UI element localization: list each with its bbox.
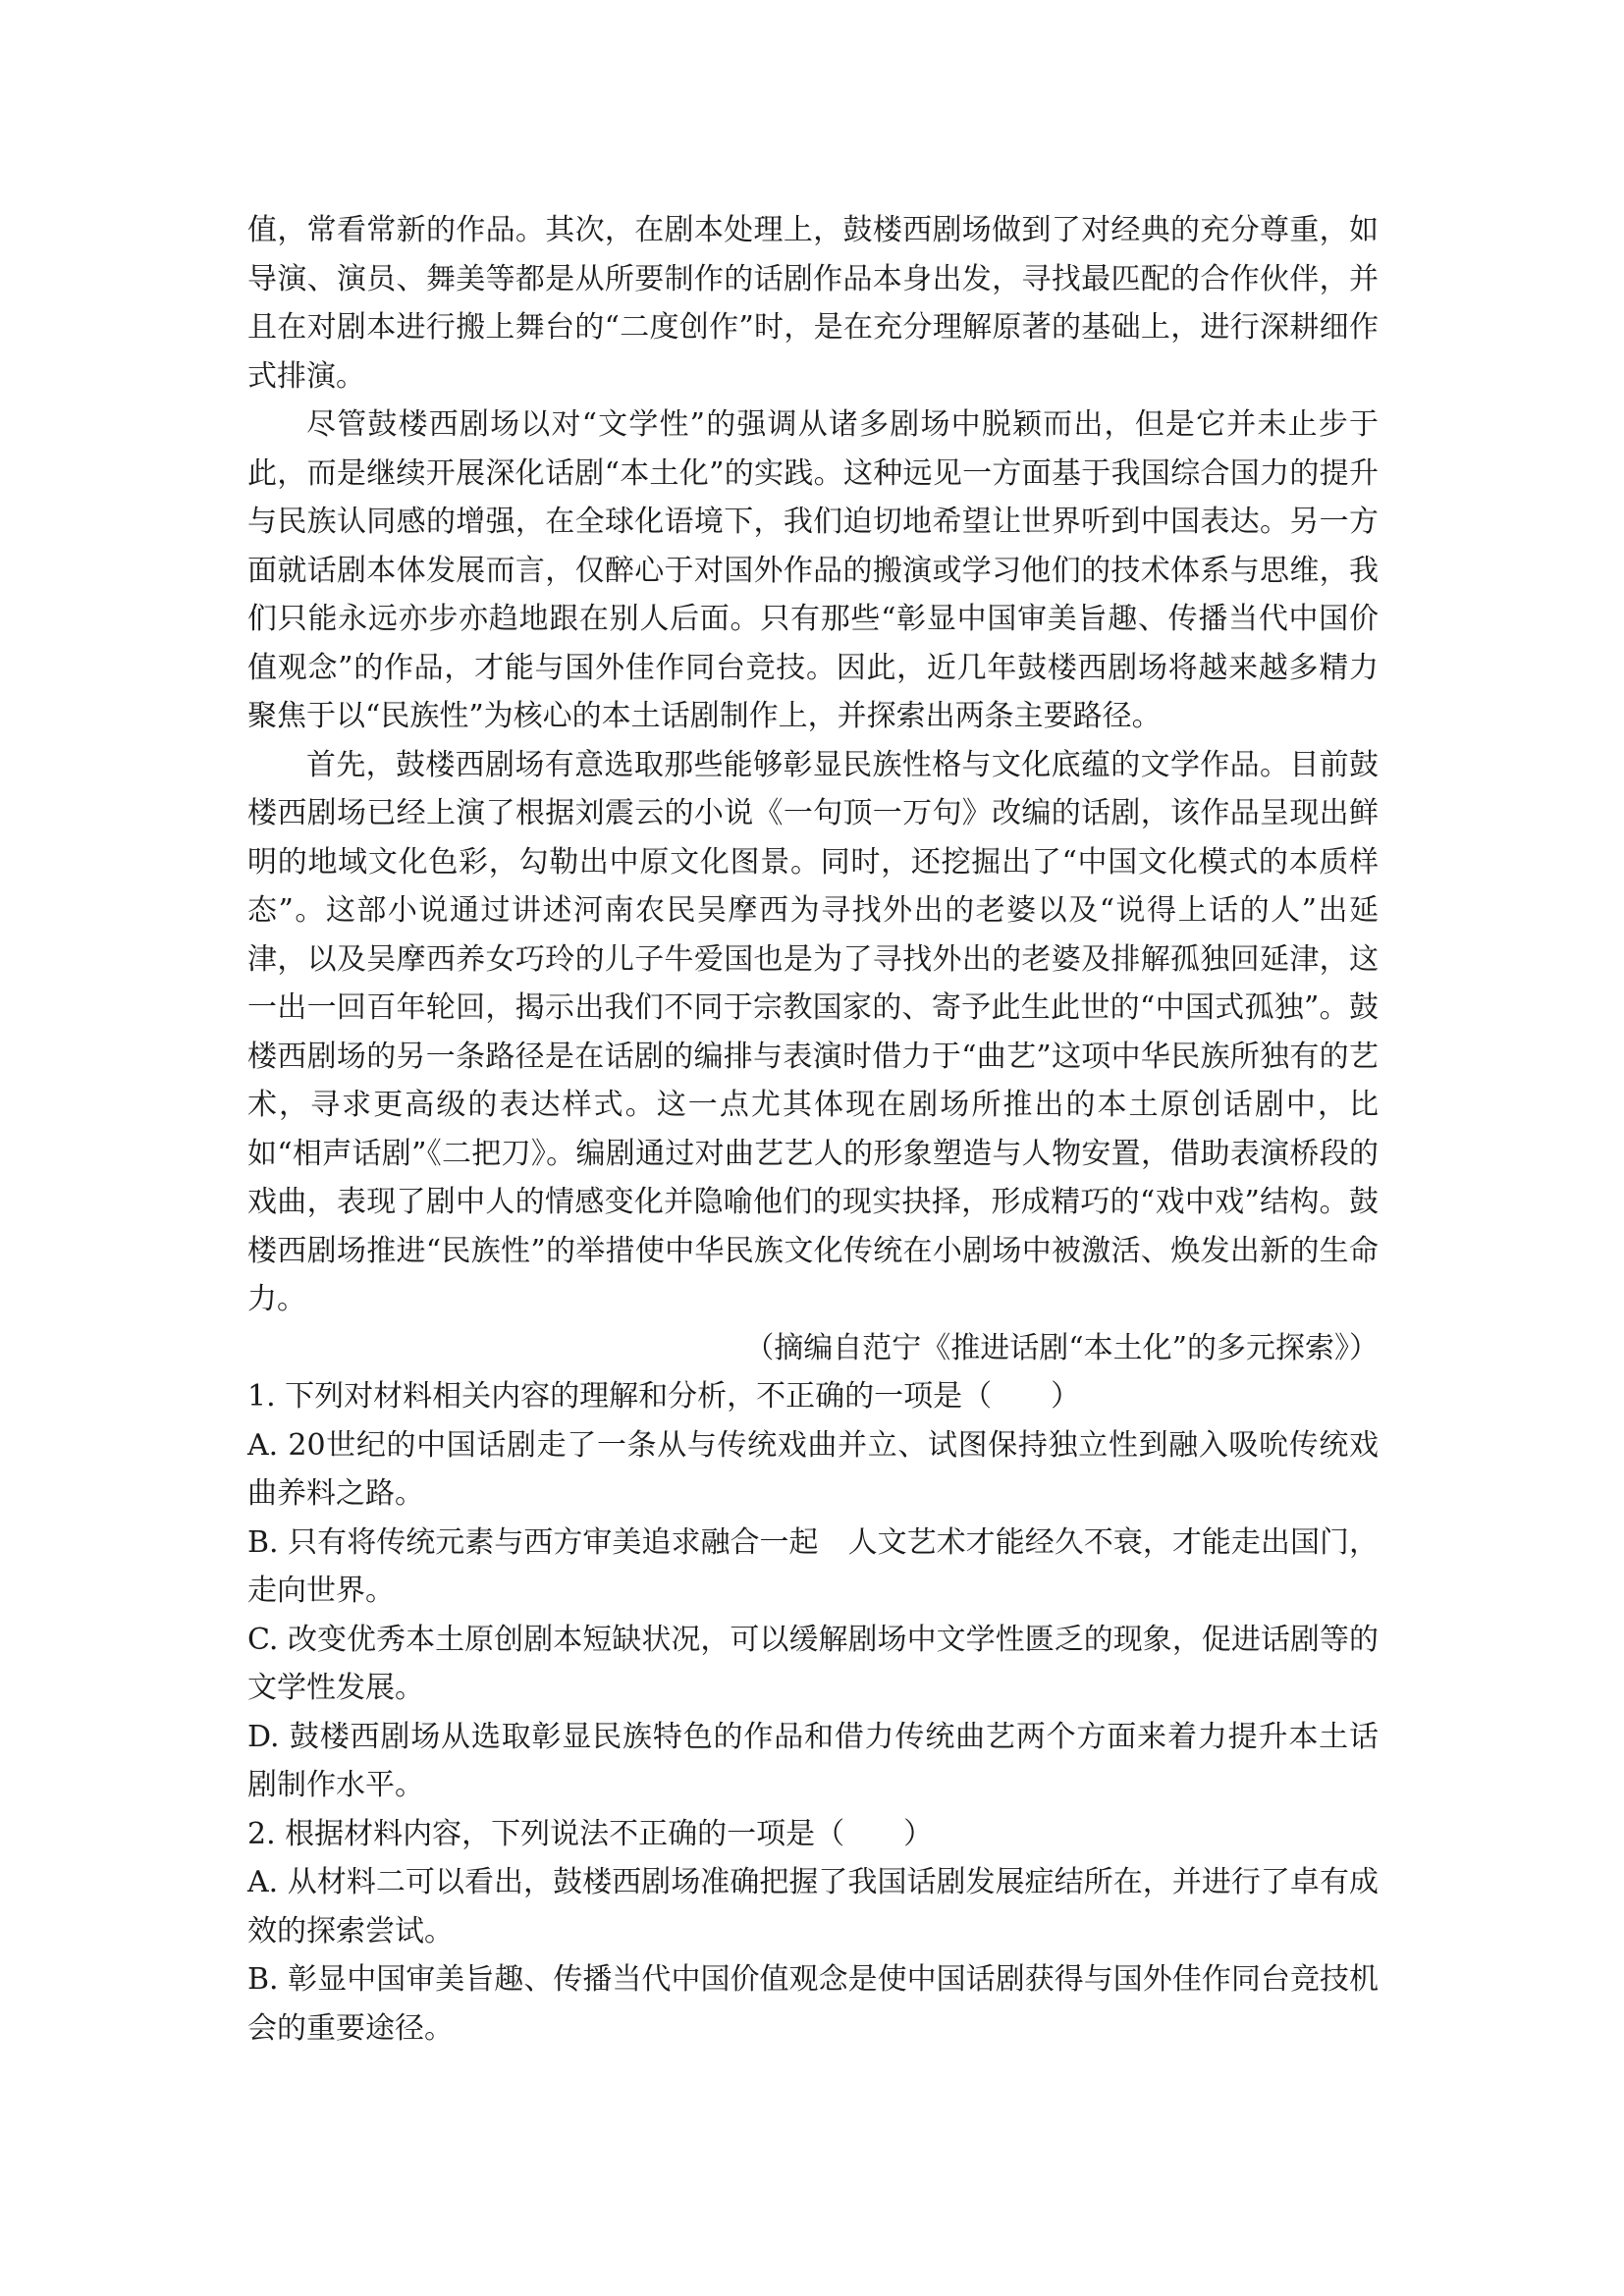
option-b: B. 彰显中国审美旨趣、传播当代中国价值观念是使中国话剧获得与国外佳作同台竞技机会的重要途径。 — [247, 1962, 1379, 2046]
question-stem: 1. 下列对材料相关内容的理解和分析，不正确的一项是（ ） — [247, 1379, 1081, 1414]
option-a: A. 从材料二可以看出，鼓楼西剧场准确把握了我国话剧发展症结所在，并进行了卓有成效的探索尝试。 — [247, 1865, 1379, 1949]
document-page — [247, 206, 1379, 2053]
paragraph-localization: 尽管鼓楼西剧场以对“文学性”的强调从诸多剧场中脱颖而出，但是它并未止步于此，而是继续开展深化话剧“本土化”的实践。这种远见一方面基于我国综合国力的提升与民族认同感的增强，在全球化语境下，我们迫切地希望让世界听到中国表达。另一方面就话剧本体发展而言，仅醉心于对国外作品的搬演或学习他们的技术体系与思维，我们只能永远亦步亦趋地跟在别人后面。只有那些“彰显中国审美旨趣、传播当代中国价值观念”的作品，才能与国外佳作同台竞技。因此，近几年鼓楼西剧场将越来越多精力聚焦于以“民族性”为核心的本土话剧制作上，并探索出两条主要路径。 — [247, 407, 1379, 733]
source-citation: （摘编自范宁《推进话剧“本土化”的多元探索》） — [744, 1330, 1379, 1365]
option-c: C. 改变优秀本土原创剧本短缺状况，可以缓解剧场中文学性匮乏的现象，促进话剧等的文学性发展。 — [247, 1622, 1379, 1705]
option-a: A. 20世纪的中国话剧走了一条从与传统戏曲并立、试图保持独立性到融入吸吮传统戏曲养料之路。 — [247, 1427, 1379, 1511]
option-d: D. 鼓楼西剧场从选取彰显民族特色的作品和借力传统曲艺两个方面来着力提升本土话剧制作水平。 — [247, 1719, 1379, 1802]
option-b: B. 只有将传统元素与西方审美追求融合一起 人文艺术才能经久不衰，才能走出国门，走向世界。 — [247, 1524, 1379, 1608]
question-1 — [247, 1372, 1379, 1810]
question-stem: 2. 根据材料内容，下列说法不正确的一项是（ ） — [247, 1816, 934, 1851]
paragraph-continuation: 值，常看常新的作品。其次，在剧本处理上，鼓楼西剧场做到了对经典的充分尊重，如导演、演员、舞美等都是从所要制作的话剧作品本身出发，寻找最匹配的合作伙伴，并且在对剧本进行搬上舞台的“二度创作”时，是在充分理解原著的基础上，进行深耕细作式排演。 — [247, 213, 1379, 394]
question-2 — [247, 1810, 1379, 2054]
paragraph-two-paths: 首先，鼓楼西剧场有意选取那些能够彰显民族性格与文化底蕴的文学作品。目前鼓楼西剧场已经上演了根据刘震云的小说《一句顶一万句》改编的话剧，该作品呈现出鲜明的地域文化色彩，勾勒出中原文化图景。同时，还挖掘出了“中国文化模式的本质样态”。这部小说通过讲述河南农民吴摩西为寻找外出的老婆以及“说得上话的人”出延津，以及吴摩西养女巧玲的儿子牛爱国也是为了寻找外出的老婆及排解孤独回延津，这一出一回百年轮回，揭示出我们不同于宗教国家的、寄予此生此世的“中国式孤独”。鼓楼西剧场的另一条路径是在话剧的编排与表演时借力于“曲艺”这项中华民族所独有的艺术，寻求更高级的表达样式。这一点尤其体现在剧场所推出的本土原创话剧中，比如“相声话剧”《二把刀》。编剧通过对曲艺艺人的形象塑造与人物安置，借助表演桥段的戏曲，表现了剧中人的情感变化并隐喻他们的现实抉择，形成精巧的“戏中戏”结构。鼓楼西剧场推进“民族性”的举措使中华民族文化传统在小剧场中被激活、焕发出新的生命力。 — [247, 747, 1379, 1316]
